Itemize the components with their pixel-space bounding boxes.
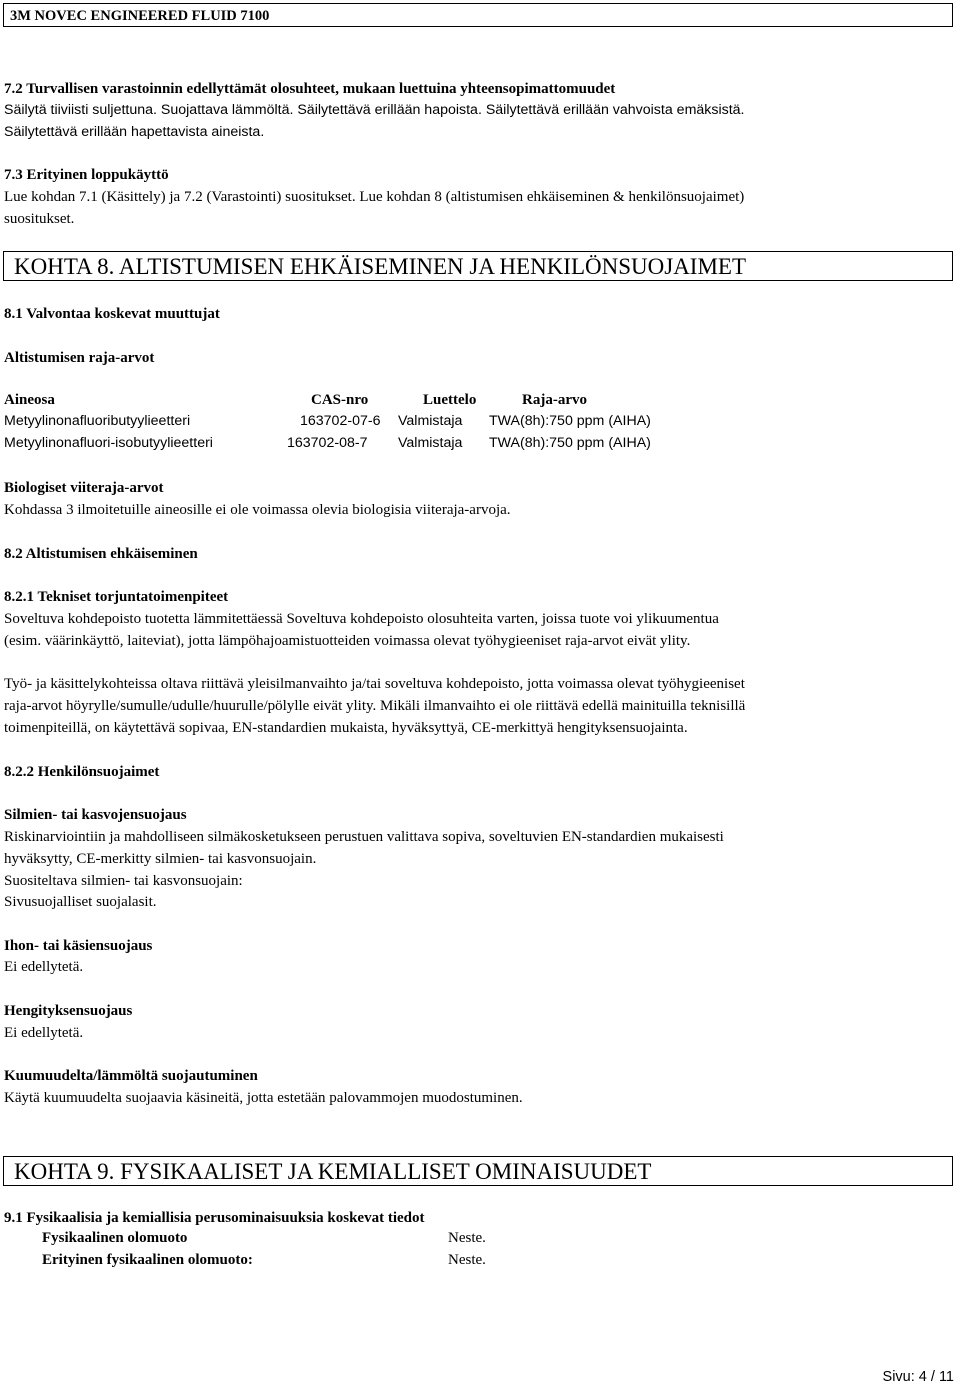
table-cell-list: Valmistaja [398, 413, 463, 429]
section-8-2-1-text-line: (esim. väärinkäyttö, laiteviat), jotta lämpöhajoamistuotteiden voimassa olevat työhygieeniset raja-arvot eivät ylity. [4, 633, 691, 649]
page-number: Sivu: 4 / 11 [882, 1369, 954, 1385]
table-header-substance: Aineosa [4, 392, 55, 408]
document-header [3, 3, 953, 27]
section-7-3-text-line: suositukset. [4, 211, 75, 227]
table-cell-cas: 163702-07-6 [300, 413, 381, 429]
section-8-2-heading: 8.2 Altistumisen ehkäiseminen [4, 546, 198, 562]
section-8-2-1-paragraph-line: Työ- ja käsittelykohteissa oltava riittävä yleisilmanvaihto ja/tai soveltuva kohdepoisto, jotta voimassa olevat työhygieeniset [4, 676, 745, 692]
biological-limits-text: Kohdassa 3 ilmoitetuille aineosille ei ole voimassa olevia biologisia viiteraja-arvoja. [4, 502, 511, 518]
table-cell-limit: TWA(8h):750 ppm (AIHA) [489, 413, 651, 429]
respiratory-protection-text: Ei edellytetä. [4, 1025, 84, 1041]
thermal-protection-heading: Kuumuudelta/lämmöltä suojautuminen [4, 1068, 258, 1084]
property-label: Erityinen fysikaalinen olomuoto: [42, 1252, 253, 1268]
section-7-2-text-line: Säilytä tiiviisti suljettuna. Suojattava lämmöltä. Säilytettävä erillään hapoista. Säilytettävä erillään vahvoista emäksistä. [4, 102, 745, 118]
section-8-2-1-heading: 8.2.1 Tekniset torjuntatoimenpiteet [4, 589, 229, 605]
table-header-list: Luettelo [423, 392, 477, 408]
section-7-3-heading: 7.3 Erityinen loppukäyttö [4, 167, 169, 183]
table-header-limit: Raja-arvo [522, 392, 587, 408]
section-7-2-heading: 7.2 Turvallisen varastoinnin edellyttämät olosuhteet, mukaan luettuina yhteensopimattomuudet [4, 81, 616, 97]
table-header-cas: CAS-nro [311, 392, 369, 408]
section-7-3-text-line: Lue kohdan 7.1 (Käsittely) ja 7.2 (Varastointi) suositukset. Lue kohdan 8 (altistumisen ehkäiseminen & henkilönsuojaimet) [4, 189, 745, 205]
section-8-title: KOHTA 8. ALTISTUMISEN EHKÄISEMINEN JA HENKILÖNSUOJAIMET [14, 254, 747, 279]
respiratory-protection-heading: Hengityksensuojaus [4, 1003, 133, 1019]
section-8-title-box [3, 251, 953, 281]
section-8-2-1-paragraph-line: toimenpiteillä, on käytettävä sopivaa, EN-standardien mukaista, hyväksyttyä, CE-merkittyä hengityksensuojainta. [4, 720, 688, 736]
thermal-protection-text: Käytä kuumuudelta suojaavia käsineitä, jotta estetään palovammojen muodostuminen. [4, 1090, 523, 1106]
eye-protection-text-line: Suositeltava silmien- tai kasvonsuojain: [4, 873, 243, 889]
section-9-title-box [3, 1156, 953, 1186]
section-8-2-1-paragraph-line: raja-arvot höyrylle/sumulle/udulle/huurulle/pölylle eivät ylity. Mikäli ilmanvaihto ei ole riittävä edellä mainituilla teknisillä [4, 698, 746, 714]
property-label: Fysikaalinen olomuoto [42, 1230, 188, 1246]
biological-limits-heading: Biologiset viiteraja-arvot [4, 480, 164, 496]
table-cell-substance: Metyylinonafluoributyylieetteri [4, 413, 191, 429]
eye-protection-text-line: Riskinarviointiin ja mahdolliseen silmäkosketukseen perustuen valittava sopiva, soveltuvien EN-standardien mukaisesti [4, 829, 724, 845]
eye-protection-text-line: hyväksytty, CE-merkitty silmien- tai kasvonsuojain. [4, 851, 317, 867]
exposure-limits-heading: Altistumisen raja-arvot [4, 350, 155, 366]
section-8-1-heading: 8.1 Valvontaa koskevat muuttujat [4, 306, 220, 322]
eye-protection-text-line: Sivusuojalliset suojalasit. [4, 894, 157, 910]
property-value: Neste. [448, 1252, 486, 1268]
document-title: 3M NOVEC ENGINEERED FLUID 7100 [10, 8, 270, 24]
eye-protection-heading: Silmien- tai kasvojensuojaus [4, 807, 187, 823]
table-cell-limit: TWA(8h):750 ppm (AIHA) [489, 435, 651, 451]
skin-protection-heading: Ihon- tai käsiensuojaus [4, 938, 153, 954]
section-8-2-2-heading: 8.2.2 Henkilönsuojaimet [4, 764, 160, 780]
property-value: Neste. [448, 1230, 486, 1246]
section-7-2-text-line: Säilytettävä erillään hapettavista aineista. [4, 124, 265, 140]
section-9-title: KOHTA 9. FYSIKAALISET JA KEMIALLISET OMINAISUUDET [14, 1159, 652, 1184]
table-cell-list: Valmistaja [398, 435, 463, 451]
section-9-1-heading: 9.1 Fysikaalisia ja kemiallisia perusominaisuuksia koskevat tiedot [4, 1210, 425, 1226]
table-cell-substance: Metyylinonafluori-isobutyylieetteri [4, 435, 213, 451]
skin-protection-text: Ei edellytetä. [4, 959, 84, 975]
section-8-2-1-text-line: Soveltuva kohdepoisto tuotetta lämmitettäessä Soveltuva kohdepoisto olosuhteita varten, joissa tuote voi ylikuumentua [4, 611, 719, 627]
table-cell-cas: 163702-08-7 [287, 435, 368, 451]
